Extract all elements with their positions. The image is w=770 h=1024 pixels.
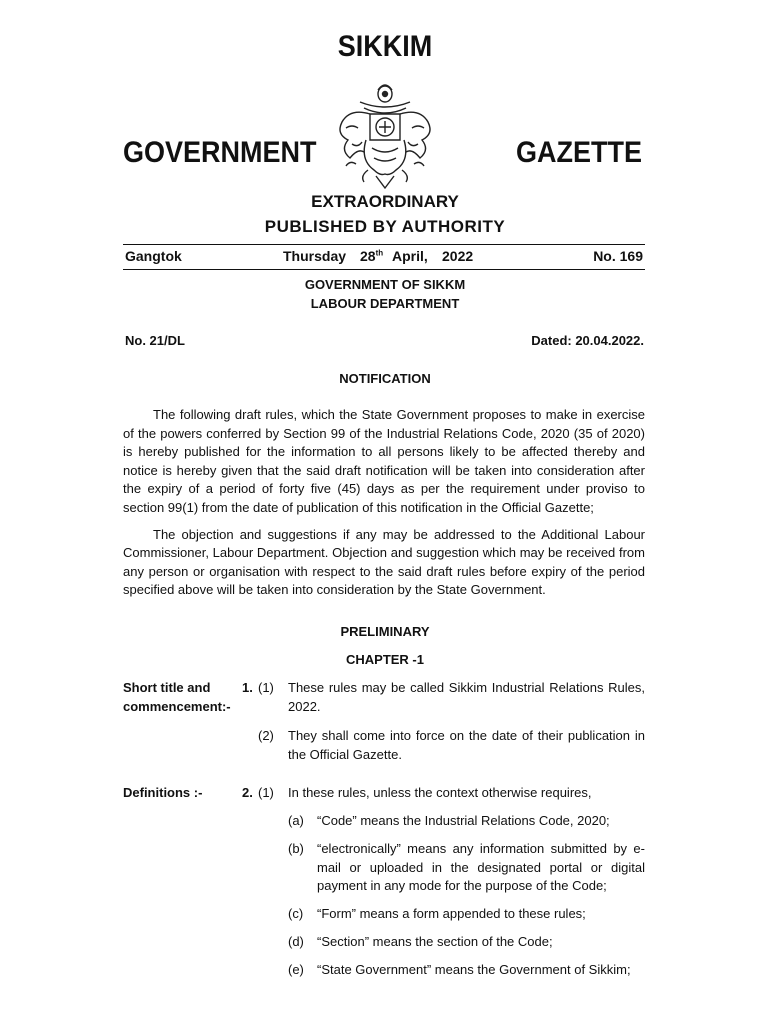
extraordinary-heading: EXTRAORDINARY bbox=[311, 192, 459, 211]
section1-sub1: (1) bbox=[258, 680, 274, 695]
dateline-year: 2022 bbox=[442, 248, 474, 264]
section2-number: 2. bbox=[242, 785, 253, 800]
masthead-government: GOVERNMENT bbox=[123, 136, 317, 169]
masthead-state-title: SIKKIM bbox=[337, 30, 433, 63]
clause-a-label: (a) bbox=[288, 813, 304, 828]
section1-item1-text: These rules may be called Sikkim Industrial Relations Rules, 2022. bbox=[288, 680, 645, 714]
masthead-gazette: GAZETTE bbox=[516, 136, 642, 169]
clause-d-label: (d) bbox=[288, 934, 304, 949]
notification-heading: NOTIFICATION bbox=[339, 371, 431, 386]
published-by-authority: PUBLISHED BY AUTHORITY bbox=[264, 217, 506, 236]
clause-c-text: “Form” means a form appended to these rules; bbox=[317, 906, 586, 921]
reference-date: Dated: 20.04.2022. bbox=[531, 333, 644, 348]
sikkim-state-emblem-icon bbox=[330, 78, 440, 190]
section1-sub2: (2) bbox=[258, 728, 274, 743]
clause-e-label: (e) bbox=[288, 962, 304, 977]
notification-body bbox=[123, 406, 645, 608]
clause-c-label: (c) bbox=[288, 906, 304, 921]
reference-number: No. 21/DL bbox=[125, 333, 185, 348]
section1-number: 1. bbox=[242, 680, 253, 695]
dateline-place: Gangtok bbox=[125, 248, 182, 264]
date-suffix: th bbox=[375, 248, 384, 258]
dateline-date bbox=[360, 248, 383, 264]
dateline-month: April, bbox=[392, 248, 428, 264]
section2-intro: In these rules, unless the context otherwise requires, bbox=[288, 785, 592, 800]
clause-a-text: “Code” means the Industrial Relations Code, 2020; bbox=[317, 813, 610, 828]
preliminary-heading: PRELIMINARY bbox=[340, 624, 430, 639]
rule-top bbox=[123, 244, 645, 245]
dateline-day: Thursday bbox=[283, 248, 347, 264]
clause-b-text: “electronically” means any information submitted by e-mail or uploaded in the designated portal or digital payment in any mode for the purpose of the Code; bbox=[317, 841, 645, 894]
date-number: 28 bbox=[360, 248, 376, 264]
paragraph-1: The following draft rules, which the State Government proposes to make in exercise of the powers conferred by Section 99 of the Industrial Relations Code, 2020 (35 of 2020) is hereby published for the information to all persons likely to be affected thereby and notice is hereby given that the said draft notification will be taken into consideration after the expiry of a period of forty five (45) days as per the requirement under proviso to section 99(1) from the date of publication of this notification in the Official Gazette; bbox=[123, 407, 645, 515]
clause-b-label: (b) bbox=[288, 841, 304, 856]
chapter-heading: CHAPTER -1 bbox=[345, 652, 424, 667]
section2-sub1: (1) bbox=[258, 785, 274, 800]
department-line1: GOVERNMENT OF SIKKM bbox=[304, 277, 466, 292]
gazette-number: No. 169 bbox=[593, 248, 643, 264]
section2-margin-label: Definitions :- bbox=[123, 785, 203, 800]
section1-margin-label: Short title and commencement:- bbox=[123, 680, 231, 714]
clause-d-text: “Section” means the section of the Code; bbox=[317, 934, 553, 949]
department-line2: LABOUR DEPARTMENT bbox=[310, 296, 460, 311]
paragraph-2: The objection and suggestions if any may be addressed to the Additional Labour Commissioner, Labour Department. Objection and suggestion which may be received from any person or organisation with respect to the said draft rules before expiry of the period specified above will be taken into consideration by the State Government. bbox=[123, 526, 645, 598]
clause-e-text: “State Government” means the Government of Sikkim; bbox=[317, 962, 631, 977]
rule-bottom bbox=[123, 269, 645, 270]
section1-item2-text: They shall come into force on the date of their publication in the Official Gazette. bbox=[288, 728, 645, 762]
